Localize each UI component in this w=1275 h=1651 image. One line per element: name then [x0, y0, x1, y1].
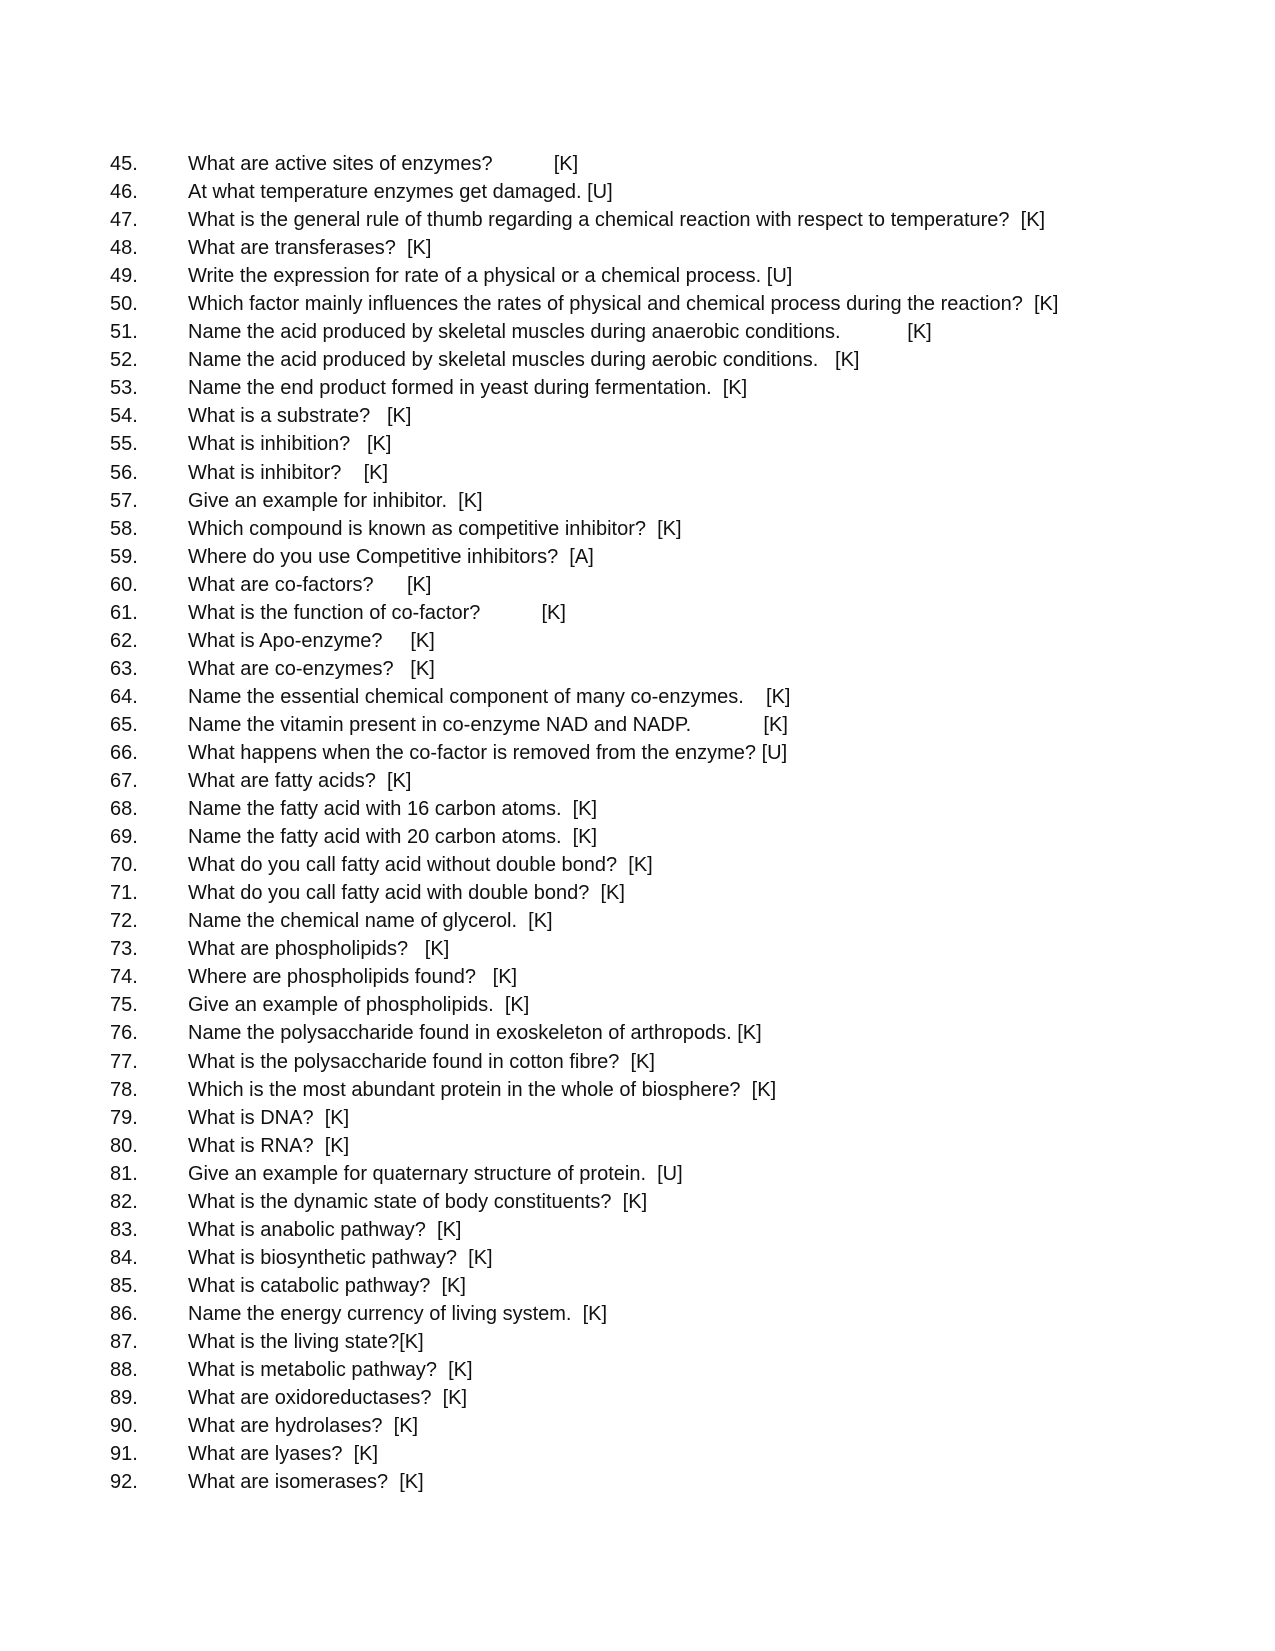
question-text: What are transferases? [K] [188, 237, 432, 260]
question-number: 86. [110, 1302, 138, 1325]
question-number: 49. [110, 265, 138, 288]
question-number: 54. [110, 405, 138, 428]
question-text: What are oxidoreductases? [K] [188, 1387, 468, 1410]
question-text: What is DNA? [K] [188, 1106, 350, 1129]
question-text: Where are phospholipids found? [K] [188, 966, 518, 989]
question-text: Which factor mainly influences the rates of physical and chemical process during the reaction? [K] [188, 293, 1059, 316]
question-number: 79. [110, 1106, 138, 1129]
question-item [110, 599, 1240, 627]
question-text: Name the vitamin present in co-enzyme NAD and NADP. [K] [188, 713, 788, 736]
question-text: What are hydrolases? [K] [188, 1415, 419, 1438]
question-number: 67. [110, 770, 138, 793]
question-number: 72. [110, 910, 138, 933]
question-text: Name the polysaccharide found in exoskeleton of arthropods. [K] [188, 1022, 762, 1045]
question-item [110, 907, 1240, 935]
question-number: 58. [110, 517, 138, 540]
question-text: Give an example for quaternary structure of protein. [U] [188, 1162, 683, 1185]
question-number: 66. [110, 741, 138, 764]
question-item [110, 935, 1240, 963]
question-text: What do you call fatty acid without double bond? [K] [188, 854, 653, 877]
question-text: What is anabolic pathway? [K] [188, 1218, 462, 1241]
question-number: 76. [110, 1022, 138, 1045]
question-item [110, 515, 1240, 543]
question-item [110, 1188, 1240, 1216]
question-number: 83. [110, 1218, 138, 1241]
question-number: 87. [110, 1330, 138, 1353]
question-item [110, 290, 1240, 318]
question-number: 81. [110, 1162, 138, 1185]
question-item [110, 571, 1240, 599]
question-text: What are co-factors? [K] [188, 573, 432, 596]
question-text: What is a substrate? [K] [188, 405, 412, 428]
question-text: What are isomerases? [K] [188, 1471, 424, 1494]
question-number: 69. [110, 826, 138, 849]
question-item [110, 1048, 1240, 1076]
question-item [110, 178, 1240, 206]
question-item [110, 879, 1240, 907]
question-number: 53. [110, 377, 138, 400]
question-number: 56. [110, 461, 138, 484]
question-number: 64. [110, 685, 138, 708]
question-number: 75. [110, 994, 138, 1017]
question-item [110, 1019, 1240, 1047]
question-item [110, 262, 1240, 290]
question-number: 50. [110, 293, 138, 316]
question-text: Which compound is known as competitive inhibitor? [K] [188, 517, 682, 540]
question-item [110, 851, 1240, 879]
question-text: What is the living state?[K] [188, 1330, 424, 1353]
question-number: 82. [110, 1190, 138, 1213]
question-number: 80. [110, 1134, 138, 1157]
question-text: Name the acid produced by skeletal muscles during aerobic conditions. [K] [188, 349, 860, 372]
question-text: What are phospholipids? [K] [188, 938, 450, 961]
question-item [110, 1412, 1240, 1440]
question-item [110, 1384, 1240, 1412]
question-item [110, 1356, 1240, 1384]
question-number: 78. [110, 1078, 138, 1101]
question-list [110, 150, 1240, 1496]
question-item [110, 767, 1240, 795]
question-number: 60. [110, 573, 138, 596]
question-item [110, 1328, 1240, 1356]
question-item [110, 627, 1240, 655]
question-text: Name the acid produced by skeletal muscles during anaerobic conditions. [K] [188, 321, 932, 344]
question-number: 65. [110, 713, 138, 736]
question-text: What is the dynamic state of body constituents? [K] [188, 1190, 648, 1213]
question-item [110, 1104, 1240, 1132]
question-text: Where do you use Competitive inhibitors? [A] [188, 545, 594, 568]
question-text: Name the end product formed in yeast during fermentation. [K] [188, 377, 748, 400]
question-text: Give an example of phospholipids. [K] [188, 994, 530, 1017]
question-text: Write the expression for rate of a physical or a chemical process. [U] [188, 265, 793, 288]
question-item [110, 1440, 1240, 1468]
question-number: 74. [110, 966, 138, 989]
question-number: 48. [110, 237, 138, 260]
question-item [110, 655, 1240, 683]
question-item [110, 963, 1240, 991]
question-text: Name the chemical name of glycerol. [K] [188, 910, 553, 933]
question-item [110, 1160, 1240, 1188]
question-number: 47. [110, 209, 138, 232]
question-text: What is inhibition? [K] [188, 433, 392, 456]
question-text: Name the fatty acid with 20 carbon atoms. [K] [188, 826, 598, 849]
question-text: What are co-enzymes? [K] [188, 657, 435, 680]
question-item [110, 206, 1240, 234]
question-text: What is the function of co-factor? [K] [188, 601, 566, 624]
question-text: What are active sites of enzymes? [K] [188, 153, 579, 175]
question-item [110, 1216, 1240, 1244]
question-text: Name the fatty acid with 16 carbon atoms. [K] [188, 798, 598, 821]
question-text: What do you call fatty acid with double bond? [K] [188, 882, 625, 905]
question-text: Give an example for inhibitor. [K] [188, 489, 483, 512]
question-item [110, 1132, 1240, 1160]
question-text: What are lyases? [K] [188, 1443, 379, 1466]
question-number: 45. [110, 153, 138, 175]
question-item [110, 1076, 1240, 1104]
question-item [110, 430, 1240, 458]
question-number: 71. [110, 882, 138, 905]
question-text: At what temperature enzymes get damaged. [U] [188, 181, 613, 204]
question-number: 92. [110, 1471, 138, 1494]
question-item [110, 150, 1240, 178]
question-number: 85. [110, 1274, 138, 1297]
question-number: 62. [110, 629, 138, 652]
question-number: 46. [110, 181, 138, 204]
question-item [110, 823, 1240, 851]
question-number: 73. [110, 938, 138, 961]
question-text: Which is the most abundant protein in the whole of biosphere? [K] [188, 1078, 777, 1101]
question-item [110, 459, 1240, 487]
question-text: What is metabolic pathway? [K] [188, 1359, 473, 1382]
question-item [110, 374, 1240, 402]
question-item [110, 1272, 1240, 1300]
question-item [110, 543, 1240, 571]
question-item [110, 234, 1240, 262]
question-number: 61. [110, 601, 138, 624]
question-number: 63. [110, 657, 138, 680]
question-number: 51. [110, 321, 138, 344]
question-item [110, 346, 1240, 374]
question-item [110, 683, 1240, 711]
question-item [110, 402, 1240, 430]
question-number: 84. [110, 1246, 138, 1269]
question-number: 77. [110, 1050, 138, 1073]
question-item [110, 1300, 1240, 1328]
question-number: 59. [110, 545, 138, 568]
question-text: Name the energy currency of living system. [K] [188, 1302, 608, 1325]
question-text: What is catabolic pathway? [K] [188, 1274, 466, 1297]
question-text: What are fatty acids? [K] [188, 770, 412, 793]
question-text: Name the essential chemical component of many co-enzymes. [K] [188, 685, 791, 708]
question-number: 88. [110, 1359, 138, 1382]
question-item [110, 711, 1240, 739]
question-number: 52. [110, 349, 138, 372]
question-number: 89. [110, 1387, 138, 1410]
question-number: 57. [110, 489, 138, 512]
question-text: What is Apo-enzyme? [K] [188, 629, 435, 652]
question-number: 55. [110, 433, 138, 456]
question-number: 70. [110, 854, 138, 877]
question-number: 68. [110, 798, 138, 821]
question-item [110, 1244, 1240, 1272]
question-text: What is RNA? [K] [188, 1134, 350, 1157]
question-text: What is inhibitor? [K] [188, 461, 389, 484]
question-item [110, 318, 1240, 346]
question-item [110, 991, 1240, 1019]
question-item [110, 1468, 1240, 1496]
question-text: What is the polysaccharide found in cotton fibre? [K] [188, 1050, 655, 1073]
question-text: What is the general rule of thumb regarding a chemical reaction with respect to temperature? [K] [188, 209, 1046, 232]
question-item [110, 739, 1240, 767]
question-number: 91. [110, 1443, 138, 1466]
question-item [110, 487, 1240, 515]
question-number: 90. [110, 1415, 138, 1438]
question-text: What is biosynthetic pathway? [K] [188, 1246, 493, 1269]
question-item [110, 795, 1240, 823]
question-text: What happens when the co-factor is removed from the enzyme? [U] [188, 741, 788, 764]
